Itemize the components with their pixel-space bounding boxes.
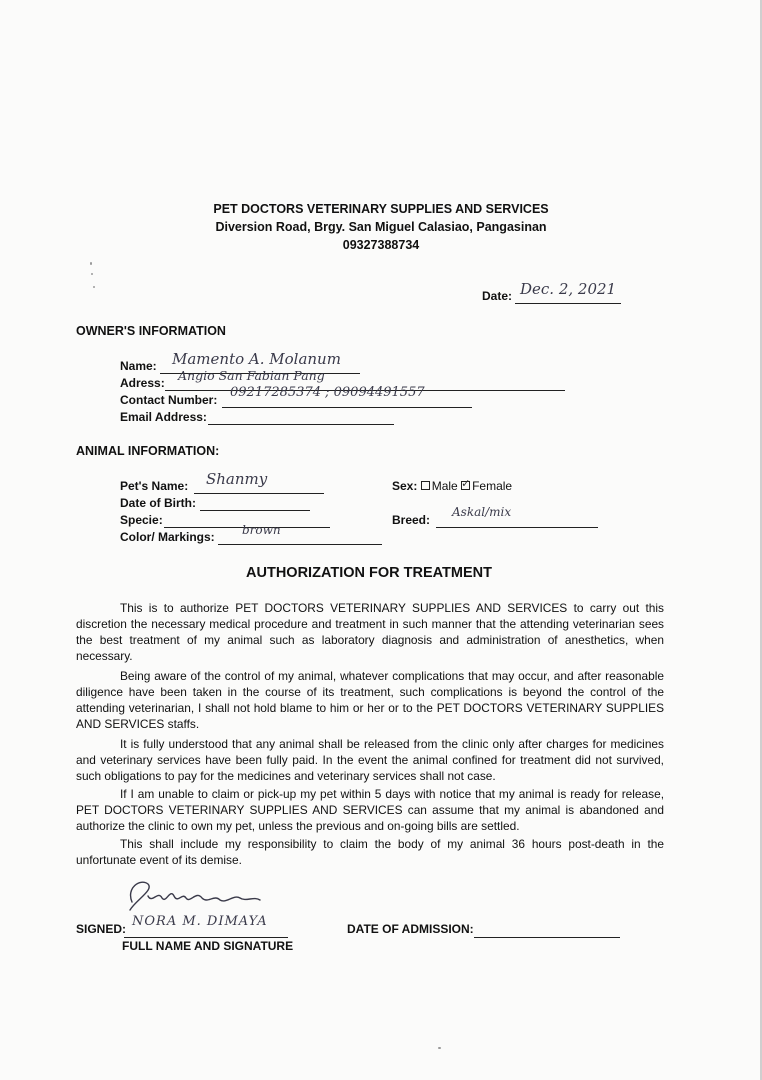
owner-email-label: Email Address: [120,410,207,424]
sex-label: Sex: [392,479,418,493]
scan-speck [93,286,95,288]
pet-name-label: Pet's Name: [120,479,189,493]
date-value: Dec. 2, 2021 [520,280,617,298]
breed-value: Askal/mix [452,505,512,519]
female-check-mark: ✓ [461,478,471,490]
dob-label: Date of Birth: [120,496,196,510]
male-checkbox[interactable] [421,481,430,490]
paragraph-text: If I am unable to claim or pick-up my pet within 5 days with notice that my animal is ready for release, PET DOCTORS VETERINARY SUPPLIES AND SERVICES can assume that my animal is abandoned and authorize the clinic to own my pet, unless the previous and on-going bills are settled. [76,787,664,833]
owner-address-label: Adress: [120,376,165,390]
owner-address-value: Angio San Fabian Pang [178,368,325,383]
color-value: brown [242,523,281,537]
authorization-paragraph [76,600,664,664]
owner-contact-label: Contact Number: [120,393,218,407]
owner-contact-value: 09217285374 ; 09094491557 [230,385,425,400]
dob-line [200,498,310,511]
signature-caption: FULL NAME AND SIGNATURE [122,939,294,953]
authorization-paragraph [76,736,664,784]
color-label: Color/ Markings: [120,530,215,544]
sex-field [392,479,512,493]
authorization-paragraph [76,836,664,868]
authorization-paragraph [76,668,664,732]
authorization-paragraph [76,786,664,834]
company-name: PET DOCTORS VETERINARY SUPPLIES AND SERVICES [213,202,549,216]
date-label: Date: [482,289,513,303]
owner-name-label: Name: [120,359,157,373]
signed-label: SIGNED: [76,922,127,936]
paragraph-text: It is fully understood that any animal shall be released from the clinic only after charges for medicines and veterinary services have been fully paid. In the event the animal confined for treatment did not survived, such obligations to pay for the medicines and veterinary services shall not case. [76,737,664,783]
signed-name: NORA M. DIMAYA [132,914,268,929]
signature-scribble [118,874,288,918]
scan-speck [91,273,93,275]
scan-speck [90,262,92,265]
date-of-admission-line [474,925,620,938]
specie-label: Specie: [120,513,163,527]
paragraph-text: Being aware of the control of my animal, whatever complications that may occur, and after reasonable diligence have been taken in the course of its treatment, such complications is beyond the control of the attending veterinarian, I shall not hold blame to him or her or to the PET DOCTORS VETERINARY SUPPLIES AND SERVICES staffs. [76,669,664,731]
sex-female-label: Female [472,479,513,493]
paragraph-text: This is to authorize PET DOCTORS VETERINARY SUPPLIES AND SERVICES to carry out this discretion the necessary medical procedure and treatment in such manner that the attending veterinarian sees the best treatment of my animal such as laboratory diagnosis and administration of anesthetics, when necessary. [76,601,664,663]
female-checkbox[interactable] [461,478,471,490]
breed-label: Breed: [392,513,431,527]
owner-section-title: OWNER'S INFORMATION [76,324,226,338]
owner-name-value: Mamento A. Molanum [172,350,341,368]
sex-male-label: Male [431,479,458,493]
owner-email-line [208,412,394,425]
scan-speck [438,1047,441,1049]
pet-name-value: Shanmy [206,470,268,488]
company-phone: 09327388734 [342,238,420,252]
company-address: Diversion Road, Brgy. San Miguel Calasiao, Pangasinan [215,220,547,234]
paragraph-text: This shall include my responsibility to claim the body of my animal 36 hours post-death in the unfortunate event of its demise. [76,837,664,867]
date-of-admission-label: DATE OF ADMISSION: [347,922,474,936]
animal-section-title: ANIMAL INFORMATION: [76,444,220,458]
authorization-title: AUTHORIZATION FOR TREATMENT [246,565,492,581]
